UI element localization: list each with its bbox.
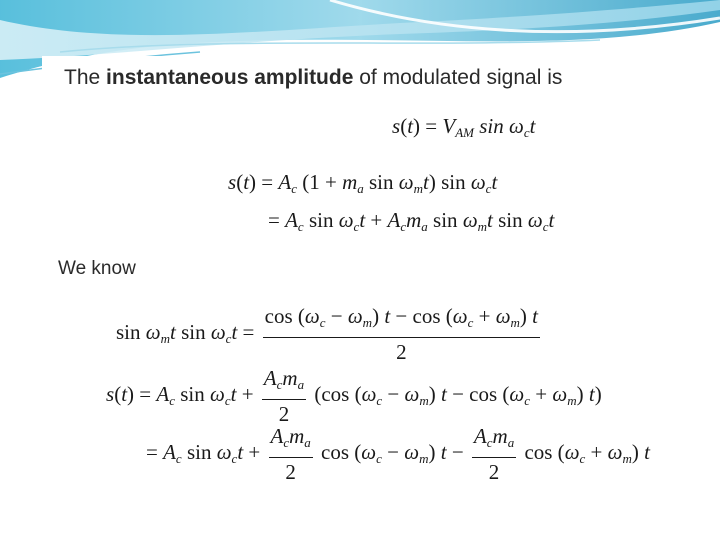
equation-am-signal: $s(t) = A_c$ ($1 + m_a$ $\sin \omega_mt$) $\sin \omega_ct$ [228, 170, 498, 196]
equation-am-sidebands: $s(t) = A_c$ $\sin \omega_ct$ + $\frac{A_cm_a}{2}$ (cos $(\omega_c - \omega_m) t - \cos (\omega_c + \omega_m)$ t) [106, 366, 602, 426]
equation-product-identity: $\sin \omega_mt$ $\sin \omega_ct$ = $\frac{\cos (\omega_c - \omega_m) t - \cos (\omega_c + \omega_m) t}{2}$ [116, 304, 539, 364]
intro-bold-phrase: instantaneous amplitude [106, 66, 354, 89]
we-know-label: We know [58, 258, 136, 279]
intro-sentence [64, 66, 562, 90]
intro-prefix: The [64, 66, 107, 89]
equation-am-final: = $A_c$ $\sin \omega_ct$ + $\frac{A_cm_a}{2}$ $\cos (\omega_c - \omega_m) t$ − $\frac{A_cm_a}{2}$ $\cos (\omega_c + \omega_m)$ t [146, 424, 650, 484]
equation-am-expanded: = $A_c$ $\sin \omega_ct + A_cm_a$ $\sin \omega_mt$ $\sin \omega_ct$ [268, 208, 555, 234]
equation-signal-vam: $s(t) = V_{AM}$ $\sin \omega_ct$ [392, 114, 536, 140]
intro-suffix: of modulated signal is [353, 66, 563, 89]
